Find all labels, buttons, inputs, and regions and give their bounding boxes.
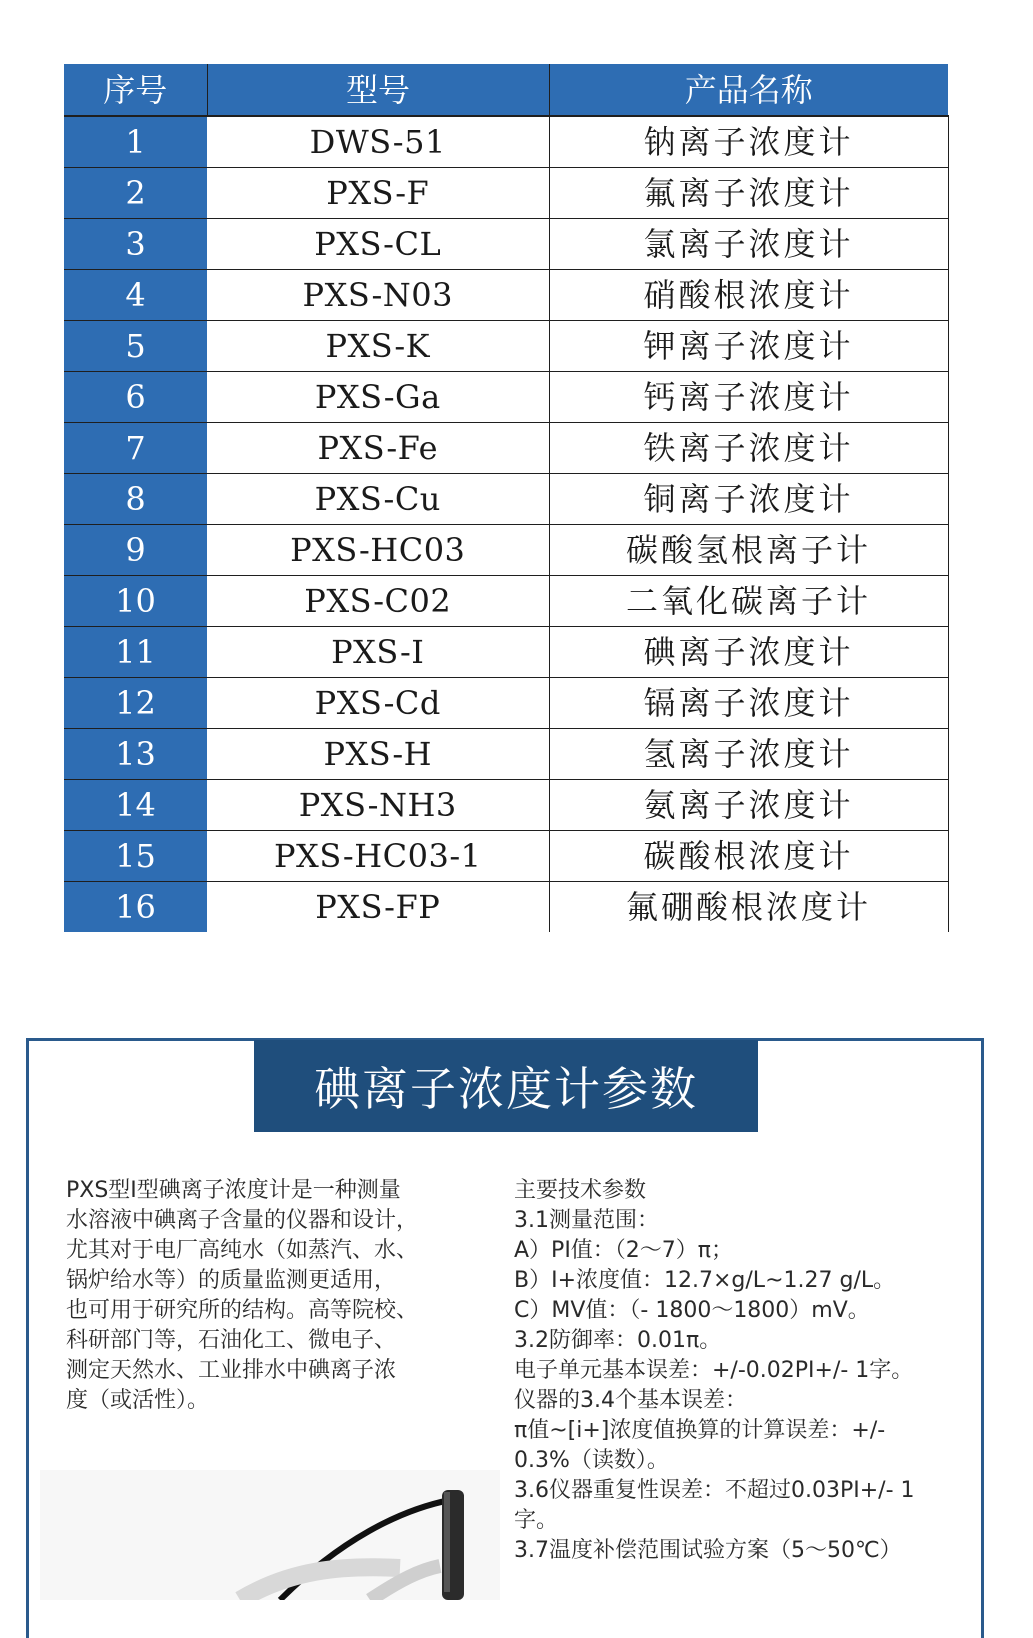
- product-name-cell: 铁离子浓度计: [549, 423, 948, 474]
- model-cell: PXS-FP: [207, 882, 549, 933]
- parameter-line: 3.1测量范围：: [514, 1208, 659, 1233]
- intro-line: 水溶液中碘离子含量的仪器和设计，: [66, 1208, 419, 1233]
- serial-number-cell: 6: [64, 372, 207, 423]
- table-body: [64, 116, 948, 932]
- product-name-cell: 氢离子浓度计: [549, 729, 948, 780]
- product-model-table-container: [64, 64, 948, 932]
- serial-number-cell: 1: [64, 116, 207, 168]
- parameter-line: C）MV值：（- 1800～1800）mV。: [514, 1298, 870, 1323]
- table-row: [64, 116, 948, 168]
- parameter-line: A）PI值：（2～7）π；: [514, 1238, 734, 1263]
- parameter-line: 字。: [514, 1508, 559, 1533]
- serial-number-cell: 16: [64, 882, 207, 933]
- table-row: [64, 423, 948, 474]
- serial-number-cell: 14: [64, 780, 207, 831]
- product-name-cell: 钾离子浓度计: [549, 321, 948, 372]
- serial-number-cell: 7: [64, 423, 207, 474]
- parameter-line: 仪器的3.4个基本误差：: [514, 1388, 747, 1413]
- model-cell: PXS-Ga: [207, 372, 549, 423]
- product-name-cell: 铜离子浓度计: [549, 474, 948, 525]
- table-row: [64, 627, 948, 678]
- model-cell: PXS-Cu: [207, 474, 549, 525]
- intro-line: 锅炉给水等）的质量监测更适用，: [66, 1268, 397, 1293]
- product-name-cell: 二氧化碳离子计: [549, 576, 948, 627]
- table-row: [64, 219, 948, 270]
- table-row: [64, 474, 948, 525]
- model-cell: PXS-N03: [207, 270, 549, 321]
- serial-number-cell: 11: [64, 627, 207, 678]
- product-name-cell: 氟硼酸根浓度计: [549, 882, 948, 933]
- table-row: [64, 270, 948, 321]
- parameter-line: 3.7温度补偿范围试验方案（5～50℃）: [514, 1538, 902, 1563]
- table-row: [64, 780, 948, 831]
- model-cell: PXS-F: [207, 168, 549, 219]
- serial-number-cell: 13: [64, 729, 207, 780]
- table-row: [64, 882, 948, 933]
- intro-line: 尤其对于电厂高纯水（如蒸汽、水、: [66, 1238, 419, 1263]
- intro-line: 测定天然水、工业排水中碘离子浓: [66, 1358, 397, 1383]
- model-cell: PXS-NH3: [207, 780, 549, 831]
- model-cell: PXS-HC03-1: [207, 831, 549, 882]
- parameter-line: B）I+浓度值：12.7×g/L~1.27 g/L。: [514, 1268, 896, 1293]
- table-header-row: [64, 64, 948, 116]
- serial-number-cell: 4: [64, 270, 207, 321]
- model-cell: PXS-Fe: [207, 423, 549, 474]
- product-name-cell: 硝酸根浓度计: [549, 270, 948, 321]
- parameter-line: 3.6仪器重复性误差：不超过0.03PI+/- 1: [514, 1478, 915, 1503]
- parameter-line: 电子单元基本误差：+/-0.02PI+/- 1字。: [514, 1358, 914, 1383]
- serial-number-cell: 8: [64, 474, 207, 525]
- table-row: [64, 831, 948, 882]
- product-name-cell: 镉离子浓度计: [549, 678, 948, 729]
- panel-title: 碘离子浓度计参数: [254, 1040, 758, 1132]
- technical-parameters: [514, 1176, 954, 1566]
- parameter-line: 主要技术参数: [514, 1178, 647, 1203]
- table-row: [64, 168, 948, 219]
- product-name-cell: 氯离子浓度计: [549, 219, 948, 270]
- table-row: [64, 678, 948, 729]
- product-introduction: [66, 1176, 466, 1416]
- table-row: [64, 525, 948, 576]
- electrode-device-image: [40, 1470, 500, 1600]
- model-cell: PXS-I: [207, 627, 549, 678]
- product-name-cell: 碳酸根浓度计: [549, 831, 948, 882]
- intro-line: 也可用于研究所的结构。高等院校、: [66, 1298, 419, 1323]
- table-row: [64, 372, 948, 423]
- parameter-line: 3.2防御率：0.01π。: [514, 1328, 722, 1353]
- model-cell: PXS-Cd: [207, 678, 549, 729]
- table-row: [64, 729, 948, 780]
- header-model: 型号: [207, 64, 549, 116]
- serial-number-cell: 9: [64, 525, 207, 576]
- model-cell: PXS-CL: [207, 219, 549, 270]
- intro-line: PXS型I型碘离子浓度计是一种测量: [66, 1178, 401, 1203]
- parameter-line: 0.3%（读数）。: [514, 1448, 669, 1473]
- serial-number-cell: 3: [64, 219, 207, 270]
- model-cell: PXS-K: [207, 321, 549, 372]
- product-model-table: [64, 64, 949, 932]
- intro-line: 度（或活性）。: [66, 1388, 210, 1413]
- serial-number-cell: 10: [64, 576, 207, 627]
- serial-number-cell: 12: [64, 678, 207, 729]
- product-image: [40, 1470, 500, 1600]
- product-name-cell: 氨离子浓度计: [549, 780, 948, 831]
- table-row: [64, 321, 948, 372]
- model-cell: PXS-HC03: [207, 525, 549, 576]
- header-product-name: 产品名称: [549, 64, 948, 116]
- product-name-cell: 碳酸氢根离子计: [549, 525, 948, 576]
- serial-number-cell: 15: [64, 831, 207, 882]
- product-name-cell: 钙离子浓度计: [549, 372, 948, 423]
- serial-number-cell: 2: [64, 168, 207, 219]
- model-cell: PXS-H: [207, 729, 549, 780]
- serial-number-cell: 5: [64, 321, 207, 372]
- header-serial-number: 序号: [64, 64, 207, 116]
- product-name-cell: 氟离子浓度计: [549, 168, 948, 219]
- model-cell: DWS-51: [207, 116, 549, 168]
- product-name-cell: 钠离子浓度计: [549, 116, 948, 168]
- product-name-cell: 碘离子浓度计: [549, 627, 948, 678]
- parameter-line: π值~[i+]浓度值换算的计算误差：+/-: [514, 1418, 886, 1443]
- table-row: [64, 576, 948, 627]
- model-cell: PXS-C02: [207, 576, 549, 627]
- intro-line: 科研部门等，石油化工、微电子、: [66, 1328, 397, 1353]
